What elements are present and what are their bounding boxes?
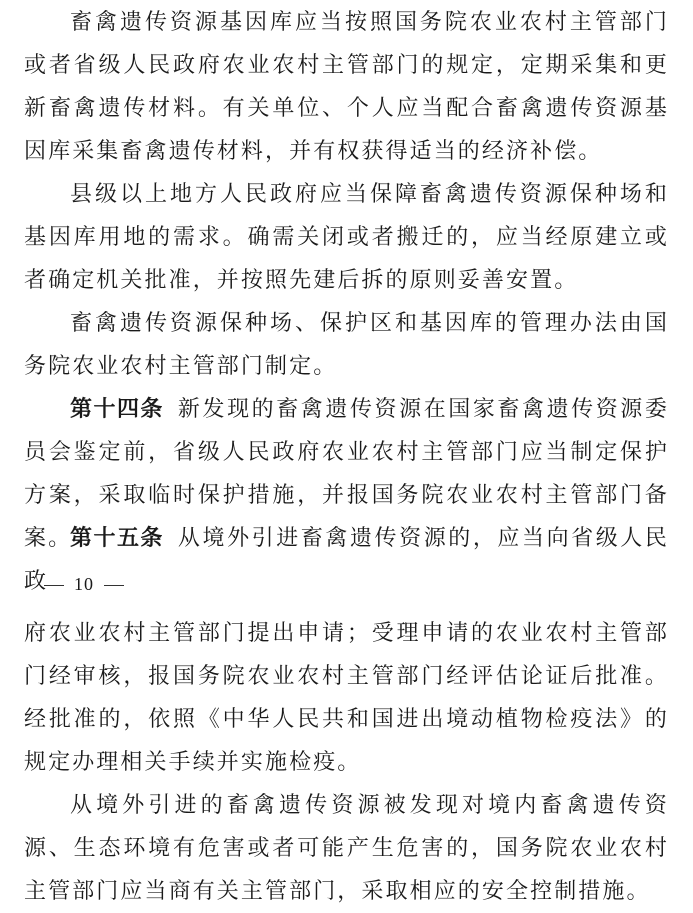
paragraph-import-approval: 府农业农村主管部门提出申请；受理申请的农业农村主管部门经审核，报国务院农业农村主管部门经评估论证后批准。经批准的，依照《中华人民共和国进出境动植物检疫法》的规定办理相关手续并实施检疫。: [24, 621, 669, 775]
paragraph-management-rules: 畜禽遗传资源保种场、保护区和基因库的管理办法由国务院农业农村主管部门制定。: [24, 311, 669, 379]
paragraph-safety-measures: 从境外引进的畜禽遗传资源被发现对境内畜禽遗传资源、生态环境有危害或者可能产生危害的，国务院农业农村主管部门应当商有关主管部门，采取相应的安全控制措施。: [24, 793, 669, 904]
page-number-dash-left: [44, 585, 64, 586]
article-15-text: 从境外引进畜禽遗传资源的，应当向省级人民政: [24, 526, 669, 594]
article-14-text: 新发现的畜禽遗传资源在国家畜禽遗传资源委员会鉴定前，省级人民政府农业农村主管部门应当制定保护方案，采取临时保护措施，并报国务院农业农村主管部门备案。: [24, 397, 669, 551]
article-14-heading: 第十四条: [70, 397, 164, 422]
paragraph-gene-bank-collection: 畜禽遗传资源基因库应当按照国务院农业农村主管部门或者省级人民政府农业农村主管部门的规定，定期采集和更新畜禽遗传材料。有关单位、个人应当配合畜禽遗传资源基因库采集畜禽遗传材料，并有权获得适当的经济补偿。: [24, 10, 669, 164]
page-number-value: 10: [74, 574, 94, 594]
paragraph-land-use: 县级以上地方人民政府应当保障畜禽遗传资源保种场和基因库用地的需求。确需关闭或者搬迁的，应当经原建立或者确定机关批准，并按照先建后拆的原则妥善安置。: [24, 182, 669, 293]
article-15-heading: 第十五条: [70, 526, 164, 551]
page-number-dash-right: [104, 585, 124, 586]
page-number: [34, 573, 134, 595]
